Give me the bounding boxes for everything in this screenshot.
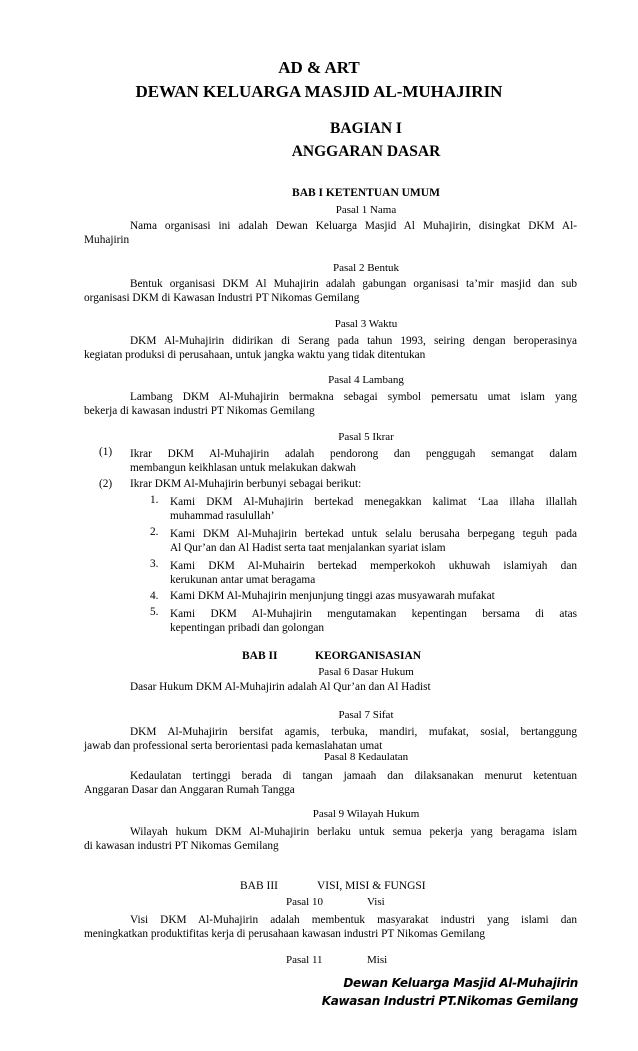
footer-line: Dewan Keluarga Masjid Al-Muhajirin bbox=[343, 976, 578, 990]
document-title: AD & ART bbox=[278, 58, 360, 77]
paragraph-line: organisasi DKM di Kawasan Industri PT Nikomas Gemilang bbox=[84, 292, 360, 304]
list-item-line: Ikrar DKM Al-Muhajirin adalah pendorong dan penggugah semangat dalam bbox=[130, 448, 577, 460]
sub-list-line: kerukunan antar umat beragama bbox=[170, 574, 316, 586]
footer-line: Kawasan Industri PT.Nikomas Gemilang bbox=[321, 994, 578, 1008]
article-name: Visi bbox=[367, 896, 385, 908]
paragraph-line: Bentuk organisasi DKM Al Muhajirin adalah gabungan organisasi ta’mir masjid dan sub bbox=[130, 278, 577, 290]
paragraph-line: kegiatan produksi di perusahaan, untuk jangka waktu yang tidak ditentukan bbox=[84, 349, 426, 361]
document-subtitle: DEWAN KELUARGA MASJID AL-MUHAJIRIN bbox=[135, 82, 503, 101]
article-heading: Pasal 1 Nama bbox=[335, 204, 397, 216]
article-heading: Pasal 2 Bentuk bbox=[333, 262, 399, 274]
paragraph-line: DKM Al-Muhajirin didirikan di Serang pada tahun 1993, seiring dengan beroperasinya bbox=[130, 335, 577, 347]
article-heading: Pasal 6 Dasar Hukum bbox=[318, 666, 414, 678]
list-item-line: membangun keikhlasan untuk melakukan dakwah bbox=[130, 462, 356, 474]
list-number: (1) bbox=[99, 446, 113, 458]
article-label: Pasal 11 bbox=[286, 954, 323, 966]
sub-list-number: 1. bbox=[150, 494, 159, 506]
chapter-name: KEORGANISASIAN bbox=[315, 650, 422, 662]
article-heading: Pasal 4 Lambang bbox=[328, 374, 404, 386]
article-heading: Pasal 9 Wilayah Hukum bbox=[312, 808, 420, 820]
sub-list-number: 5. bbox=[150, 606, 159, 618]
sub-list-line: Kami DKM Al-Muhajirin mengutamakan kepentingan bersama di atas bbox=[170, 608, 577, 620]
paragraph-line: Lambang DKM Al-Muhajirin bermakna sebagai symbol pemersatu umat islam yang bbox=[130, 391, 577, 403]
article-heading: Pasal 3 Waktu bbox=[334, 318, 398, 330]
paragraph-line: jawab dan professional serta berorientasi pada kemaslahatan umat bbox=[84, 740, 383, 752]
paragraph-line: Nama organisasi ini adalah Dewan Keluarga Masjid Al Muhajirin, disingkat DKM Al- bbox=[130, 220, 577, 232]
paragraph-line: Anggaran Dasar dan Anggaran Rumah Tangga bbox=[84, 784, 295, 796]
chapter-label: BAB II bbox=[242, 650, 278, 662]
list-item-line: Ikrar DKM Al-Muhajirin berbunyi sebagai berikut: bbox=[130, 478, 362, 490]
paragraph-line: Dasar Hukum DKM Al-Muhajirin adalah Al Qur’an dan Al Hadist bbox=[130, 681, 431, 693]
part-label: BAGIAN I bbox=[330, 120, 402, 137]
article-name: Misi bbox=[367, 954, 388, 966]
sub-list-number: 2. bbox=[150, 526, 159, 538]
paragraph-line: Kedaulatan tertinggi berada di tangan jamaah dan dilaksanakan menurut ketentuan bbox=[130, 770, 577, 782]
paragraph-line: Visi DKM Al-Muhajirin adalah membentuk masyarakat industri yang islami dan bbox=[130, 914, 577, 926]
paragraph-line: DKM Al-Muhajirin bersifat agamis, terbuka, mandiri, mufakat, sosial, bertanggung bbox=[130, 726, 577, 738]
sub-list-number: 3. bbox=[150, 558, 159, 570]
paragraph-line: Wilayah hukum DKM Al-Muhajirin berlaku untuk semua pekerja yang beragama islam bbox=[130, 826, 577, 838]
article-heading: Pasal 7 Sifat bbox=[338, 709, 394, 721]
article-heading: Pasal 8 Kedaulatan bbox=[323, 751, 409, 763]
part-title: ANGGARAN DASAR bbox=[291, 143, 441, 160]
sub-list-line: kepentingan pribadi dan golongan bbox=[170, 622, 325, 634]
list-number: (2) bbox=[99, 478, 113, 490]
sub-list-line: Kami DKM Al-Muhajirin bertekad menegakkan kalimat ‘Laa illaha illallah bbox=[170, 496, 577, 508]
chapter-heading: BAB I KETENTUAN UMUM bbox=[292, 187, 440, 199]
sub-list-line: muhammad rasulullah’ bbox=[170, 510, 275, 522]
paragraph-line: bekerja di kawasan industri PT Nikomas Gemilang bbox=[84, 405, 315, 417]
sub-list-line: Kami DKM Al-Muhairin bertekad memperkokoh ukhuwah islamiyah dan bbox=[170, 560, 577, 572]
chapter-name: VISI, MISI & FUNGSI bbox=[317, 880, 426, 892]
chapter-label: BAB III bbox=[240, 880, 279, 892]
sub-list-line: Kami DKM Al-Muhajirin menjunjung tinggi azas musyawarah mufakat bbox=[170, 590, 495, 602]
article-label: Pasal 10 bbox=[286, 896, 323, 908]
sub-list-line: Kami DKM Al-Muhajirin bertekad untuk selalu berusaha berpegang teguh pada bbox=[170, 528, 577, 540]
article-heading: Pasal 5 Ikrar bbox=[338, 431, 394, 443]
sub-list-number: 4. bbox=[150, 590, 159, 602]
paragraph-line: di kawasan industri PT Nikomas Gemilang bbox=[84, 840, 279, 852]
paragraph-line: meningkatkan produktifitas kerja di perusahaan kawasan industri PT Nikomas Gemilang bbox=[84, 928, 486, 940]
sub-list-line: Al Qur’an dan Al Hadist serta taat menjalankan syariat islam bbox=[170, 542, 446, 554]
paragraph-line: Muhajirin bbox=[84, 234, 130, 246]
